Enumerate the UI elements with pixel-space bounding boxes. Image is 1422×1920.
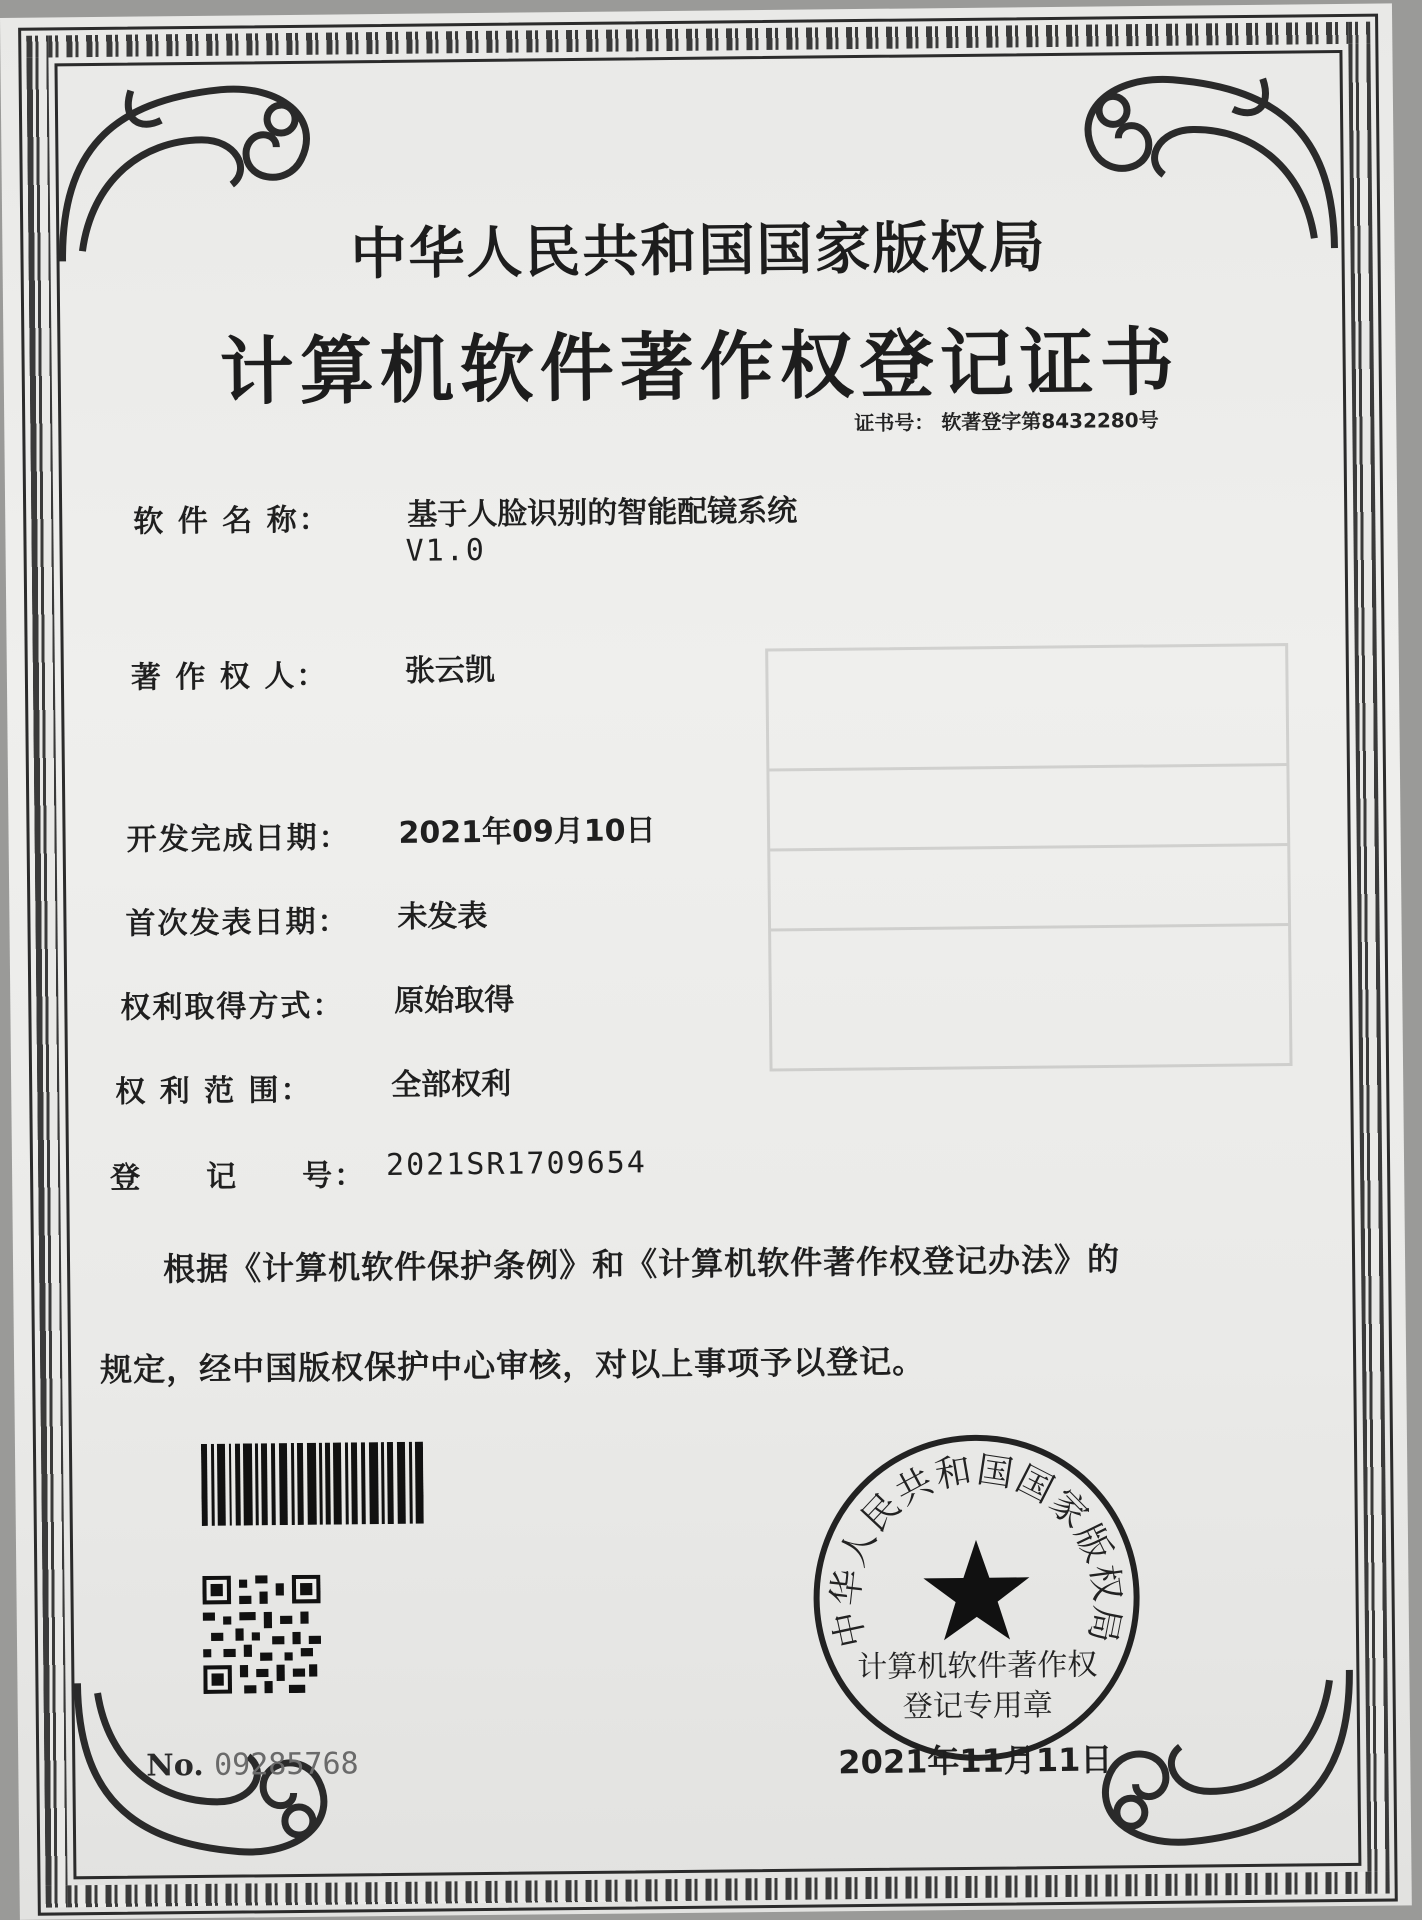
certificate-number-label: 证书号： — [854, 410, 935, 436]
copyright-owner-value: 张云凯 — [404, 652, 496, 689]
software-version-value: V1.0 — [405, 532, 487, 569]
scope-of-rights-value: 全部权利 — [391, 1066, 512, 1103]
registration-number-value: 2021SR1709654 — [385, 1145, 648, 1184]
copyright-owner-label: 著 作 权 人： — [130, 658, 329, 696]
first-publish-date-label: 首次发表日期： — [125, 904, 350, 942]
acquisition-method-label: 权利取得方式： — [120, 988, 345, 1026]
completion-date-value: 2021年09月10日 — [398, 813, 656, 851]
statement-line-1: 根据《计算机软件保护条例》和《计算机软件著作权登记办法》的 — [162, 1240, 1121, 1289]
seal-inner-line-2: 登记专用章 — [902, 1688, 1053, 1725]
certificate-number-value: 软著登字第8432280号 — [941, 407, 1159, 435]
acquisition-method-value: 原始取得 — [394, 982, 515, 1019]
first-publish-date-value: 未发表 — [397, 898, 488, 935]
serial-prefix: No. — [146, 1747, 204, 1784]
issuing-authority: 中华人民共和国国家版权局 — [350, 215, 1047, 288]
certificate-number — [854, 404, 1159, 436]
scope-of-rights-label: 权 利 范 围： — [115, 1072, 313, 1110]
show-through-shadow — [726, 604, 1352, 1170]
issue-date: 2021年11月11日 — [838, 1740, 1113, 1782]
software-name-label: 软 件 名 称： — [133, 502, 331, 540]
certificate-title: 计算机软件著作权登记证书 — [219, 319, 1181, 416]
statement-line-2: 规定，经中国版权保护中心审核，对以上事项予以登记。 — [99, 1342, 926, 1390]
serial-number — [146, 1746, 359, 1783]
software-name-value: 基于人脸识别的智能配镜系统 — [407, 493, 798, 533]
official-seal — [805, 1426, 1149, 1770]
certificate-sheet — [0, 3, 1412, 1919]
registration-number-label: 登 记 号： — [109, 1158, 367, 1196]
seal-star-icon — [923, 1539, 1030, 1640]
serial-number-value: 09285768 — [213, 1746, 359, 1783]
barcode — [201, 1442, 424, 1526]
seal-inner-line-1: 计算机软件著作权 — [857, 1647, 1098, 1686]
completion-date-label: 开发完成日期： — [126, 820, 351, 858]
qr-code — [202, 1575, 321, 1694]
seal-ring-text: 中华人民共和国国家版权局 — [825, 1449, 1128, 1651]
